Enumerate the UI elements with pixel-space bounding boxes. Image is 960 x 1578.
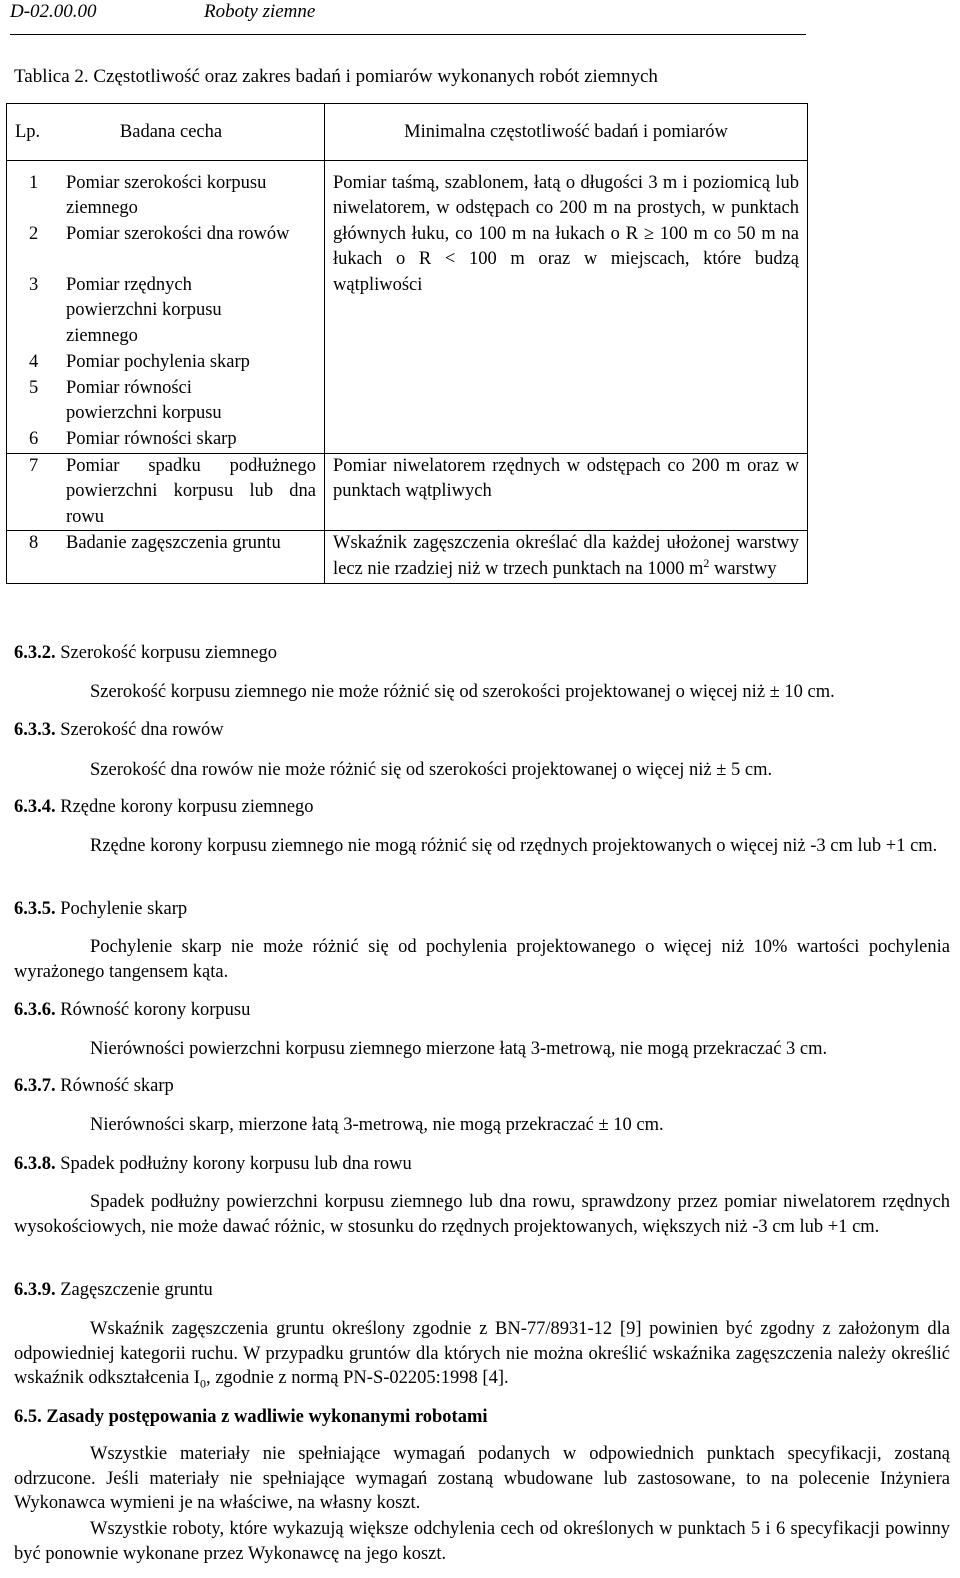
section-paragraph <box>14 1113 950 1138</box>
frequency-cell-8 <box>325 531 808 583</box>
frequency-text: Wskaźnik zagęszczenia określać dla każdej ułożonej warstwy lecz nie rzadziej niż w trzech punktach na 1000 m <box>333 533 799 579</box>
table-row-7 <box>7 454 324 531</box>
row-number: 5 <box>29 377 39 398</box>
paragraph-text: Nierówności powierzchni korpusu ziemnego mierzone łatą 3-metrową, nie mogą przekraczać 3 cm. <box>90 1039 828 1059</box>
frequency-text-end: warstwy <box>709 558 777 579</box>
row-feature: Pomiar spadku podłużnego powierzchni korpusu lub dna rowu <box>66 455 316 527</box>
table-cell-features-1-6 <box>7 160 325 453</box>
table-row-5 <box>7 376 324 427</box>
section-heading <box>14 1074 950 1099</box>
section-number: 6.3.7. <box>14 1076 56 1096</box>
table-row-4 <box>7 350 324 376</box>
section-paragraph <box>14 758 950 783</box>
paragraph-text: Rzędne korony korpusu ziemnego nie mogą różnić się od rzędnych projektowanych o więcej niż -3 cm lub +1 cm. <box>90 836 938 856</box>
header-lp: Lp. <box>15 122 41 142</box>
section-number: 6.3.2. <box>14 643 56 663</box>
section-title: Szerokość korpusu ziemnego <box>60 643 278 663</box>
paragraph-text-end: , zgodnie z normą PN-S-02205:1998 [4]. <box>205 1368 509 1388</box>
header-left-cell <box>7 104 325 161</box>
table-row <box>7 453 808 531</box>
table-row <box>7 531 808 583</box>
table-caption: Tablica 2. Częstotliwość oraz zakres badań i pomiarów wykonanych robót ziemnych <box>14 66 658 87</box>
section-paragraph <box>14 1037 950 1062</box>
subscript: 0 <box>199 1376 206 1391</box>
section-title: Pochylenie skarp <box>60 899 188 919</box>
row-feature: Badanie zagęszczenia gruntu <box>66 533 281 554</box>
document-code: D-02.00.00 <box>10 1 97 22</box>
section-title: Zagęszczenie gruntu <box>60 1280 213 1300</box>
paragraph-text: Wszystkie materiały nie spełniające wymagań podanych w odpowiednich punktach specyfikacji, zostaną odrzucone. Jeśli materiały nie spełniające wymagań zostaną wbudowane lub zastosowane, to na polecenie Inżyniera Wykonawca wymieni je na właściwe, na własny koszt. <box>14 1444 950 1513</box>
table-row <box>7 160 808 453</box>
row-feature: Pomiar pochylenia skarp <box>66 351 250 372</box>
section-65-paragraph-1 <box>14 1442 950 1516</box>
section-paragraph <box>14 1317 950 1391</box>
document-title: Roboty ziemne <box>204 1 316 22</box>
section-number: 6.3.6. <box>14 1000 56 1020</box>
paragraph-text: Wskaźnik zagęszczenia gruntu określony zgodnie z BN-77/8931-12 [9] powinien być zgodny z założonym dla odpowiedniej kategorii ruchu. W przypadku gruntów dla których nie można określić wskaźnika zagęszczenia należy określić wskaźnik odkształcenia I <box>14 1319 950 1388</box>
row-feature: Pomiar równości skarp <box>66 428 237 449</box>
header-cecha: Badana cecha <box>119 122 223 142</box>
section-paragraph <box>14 935 950 984</box>
section-paragraph <box>14 834 950 859</box>
row-number: 6 <box>29 428 39 449</box>
frequency-cell-1-6: Pomiar taśmą, szablonem, łatą o długości 3 m i poziomicą lub niwelatorem, w odstępach co 200 m na prostych, w punktach głównych łuku, co 100 m na łukach o R ≥ 100 m co 50 m na łukach o R < 100 m oraz w miejscach, które budzą wątpliwości <box>325 160 808 453</box>
row-number: 2 <box>29 223 39 244</box>
row-feature: Pomiar szerokości dna rowów <box>66 223 290 244</box>
table-row-1 <box>7 171 324 222</box>
section-heading <box>14 718 950 743</box>
row-number: 7 <box>29 455 39 476</box>
table-row-2 <box>7 222 324 273</box>
section-paragraph <box>14 1190 950 1239</box>
section-heading <box>14 897 950 922</box>
header-min: Minimalna częstotliwość badań i pomiarów <box>325 104 808 161</box>
table-row-6 <box>7 427 324 453</box>
section-paragraph <box>14 680 950 705</box>
row-number: 8 <box>29 533 39 554</box>
paragraph-text: Spadek podłużny powierzchni korpusu ziemnego lub dna rowu, sprawdzony przez pomiar niwelatorem rzędnych wysokościowych, nie może dawać różnic, w stosunku do rzędnych projektowanych, większych niż -3 cm lub +1 cm. <box>14 1192 950 1237</box>
section-heading <box>14 1152 950 1177</box>
section-65-heading: 6.5. Zasady postępowania z wadliwie wykonanymi robotami <box>14 1407 488 1427</box>
section-heading <box>14 795 950 820</box>
row-feature: Pomiar szerokości korpusu ziemnego <box>66 172 267 219</box>
section-number: 6.3.8. <box>14 1154 56 1174</box>
superscript: 2 <box>703 555 710 570</box>
paragraph-text: Wszystkie roboty, które wykazują większe odchylenia cech od określonych w punktach 5 i 6 specyfikacji powinny być ponownie wykonane przez Wykonawcę na jego koszt. <box>14 1519 950 1564</box>
section-heading <box>14 641 950 666</box>
section-number: 6.3.9. <box>14 1280 56 1300</box>
paragraph-text: Pochylenie skarp nie może różnić się od pochylenia projektowanego o więcej niż 10% wartości pochylenia wyrażonego tangensem kąta. <box>14 937 950 982</box>
row-feature: Pomiar równości powierzchni korpusu <box>66 377 222 424</box>
section-number: 6.3.5. <box>14 899 56 919</box>
section-title: Równość korony korpusu <box>60 1000 251 1020</box>
row-number: 1 <box>29 172 39 193</box>
row-feature: Pomiar rzędnych powierzchni korpusu ziemnego <box>66 274 222 346</box>
table-cell-feature-8 <box>7 531 325 583</box>
section-heading <box>14 998 950 1023</box>
table-row-8 <box>7 531 324 557</box>
section-title: Spadek podłużny korony korpusu lub dna rowu <box>60 1154 412 1174</box>
frequency-cell-7: Pomiar niwelatorem rzędnych w odstępach co 200 m oraz w punktach wątpliwych <box>325 453 808 531</box>
table-cell-feature-7 <box>7 453 325 531</box>
section-heading <box>14 1278 950 1303</box>
paragraph-text: Szerokość dna rowów nie może różnić się od szerokości projektowanej o więcej niż ± 5 cm. <box>90 760 773 780</box>
section-65-paragraph-2 <box>14 1517 950 1566</box>
page-header <box>10 0 806 35</box>
row-number: 4 <box>29 351 39 372</box>
table-header-row <box>7 104 808 161</box>
section-title: Równość skarp <box>60 1076 174 1096</box>
section-title: Szerokość dna rowów <box>60 720 224 740</box>
paragraph-text: Nierówności skarp, mierzone łatą 3-metrową, nie mogą przekraczać ± 10 cm. <box>90 1115 664 1135</box>
table-row-3 <box>7 273 324 350</box>
paragraph-text: Szerokość korpusu ziemnego nie może różnić się od szerokości projektowanej o więcej niż ± 10 cm. <box>90 682 835 702</box>
section-title: Rzędne korony korpusu ziemnego <box>60 797 314 817</box>
section-number: 6.3.3. <box>14 720 56 740</box>
requirements-table <box>6 103 808 584</box>
row-number: 3 <box>29 274 39 295</box>
section-number: 6.3.4. <box>14 797 56 817</box>
